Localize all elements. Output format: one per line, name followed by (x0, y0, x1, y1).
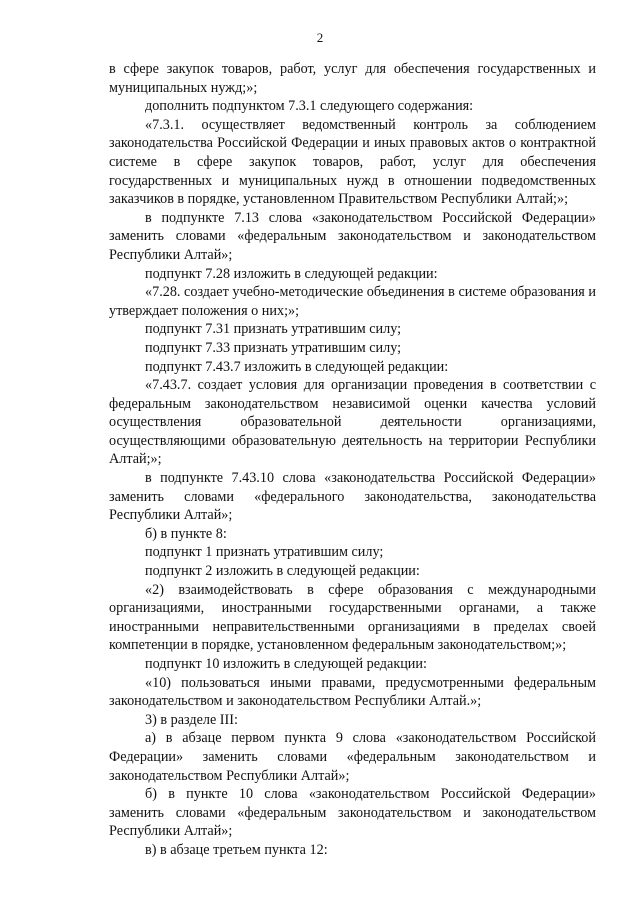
paragraph: подпункт 7.33 признать утратившим силу; (145, 339, 402, 356)
paragraph: дополнить подпунктом 7.3.1 следующего содержания: (145, 98, 474, 115)
paragraph: в подпункте 7.13 слова «законодательством Российской Федерации» заменить словами «федеральным законодательством и законодательством Республики Алтай»; (109, 209, 596, 263)
paragraph: «7.43.7. создает условия для организации проведения в соответствии с федеральным законодательством независимой оценки качества условий осуществления образовательной деятельности организациями, осуществляющими образовательную деятельность на территории Республики Алтай;»; (109, 377, 596, 468)
document-body (109, 60, 596, 860)
paragraph: подпункт 2 изложить в следующей редакции: (145, 563, 420, 580)
paragraph: б) в пункте 10 слова «законодательством Российской Федерации» заменить словами «федеральным законодательством и законодательством Республики Алтай»; (109, 786, 596, 840)
paragraph: подпункт 7.43.7 изложить в следующей редакции: (145, 358, 449, 375)
paragraph: в подпункте 7.43.10 слова «законодательства Российской Федерации» заменить словами «федерального законодательства, законодательства Республики Алтай»; (109, 470, 596, 524)
paragraph: подпункт 1 признать утратившим силу; (145, 544, 384, 561)
paragraph: «2) взаимодействовать в сфере образования с международными организациями, иностранными государственными органами, а также иностранными неправительственными организациями в пределах своей компетенции в порядке, установленном федеральным законодательством;»; (109, 581, 596, 654)
paragraph: подпункт 7.31 признать утратившим силу; (145, 321, 402, 338)
paragraph: «7.3.1. осуществляет ведомственный контроль за соблюдением законодательства Российской Федерации и иных правовых актов о контрактной системе в сфере закупок товаров, работ, услуг для обеспечения государственных и муниципальных нужд в отношении подведомственных заказчиков в порядке, установленном Правительством Республики Алтай;»; (109, 116, 596, 208)
paragraph: б) в пункте 8: (145, 525, 227, 542)
paragraph: в сфере закупок товаров, работ, услуг для обеспечения государственных и муниципальных нужд;»; (109, 61, 596, 96)
paragraph: 3) в разделе III: (145, 711, 238, 728)
paragraph: подпункт 10 изложить в следующей редакции: (145, 656, 427, 672)
paragraph: в) в абзаце третьем пункта 12: (145, 841, 328, 858)
paragraph: а) в абзаце первом пункта 9 слова «законодательством Российской Федерации» заменить словами «федеральным законодательством и законодательством Республики Алтай»; (109, 730, 596, 784)
paragraph: подпункт 7.28 изложить в следующей редакции: (145, 265, 438, 282)
paragraph: «10) пользоваться иными правами, предусмотренными федеральным законодательством и законодательством Республики Алтай.»; (109, 674, 596, 710)
page-number: 2 (316, 30, 324, 45)
paragraph: «7.28. создает учебно-методические объединения в системе образования и утверждает положения о них;»; (109, 284, 596, 319)
